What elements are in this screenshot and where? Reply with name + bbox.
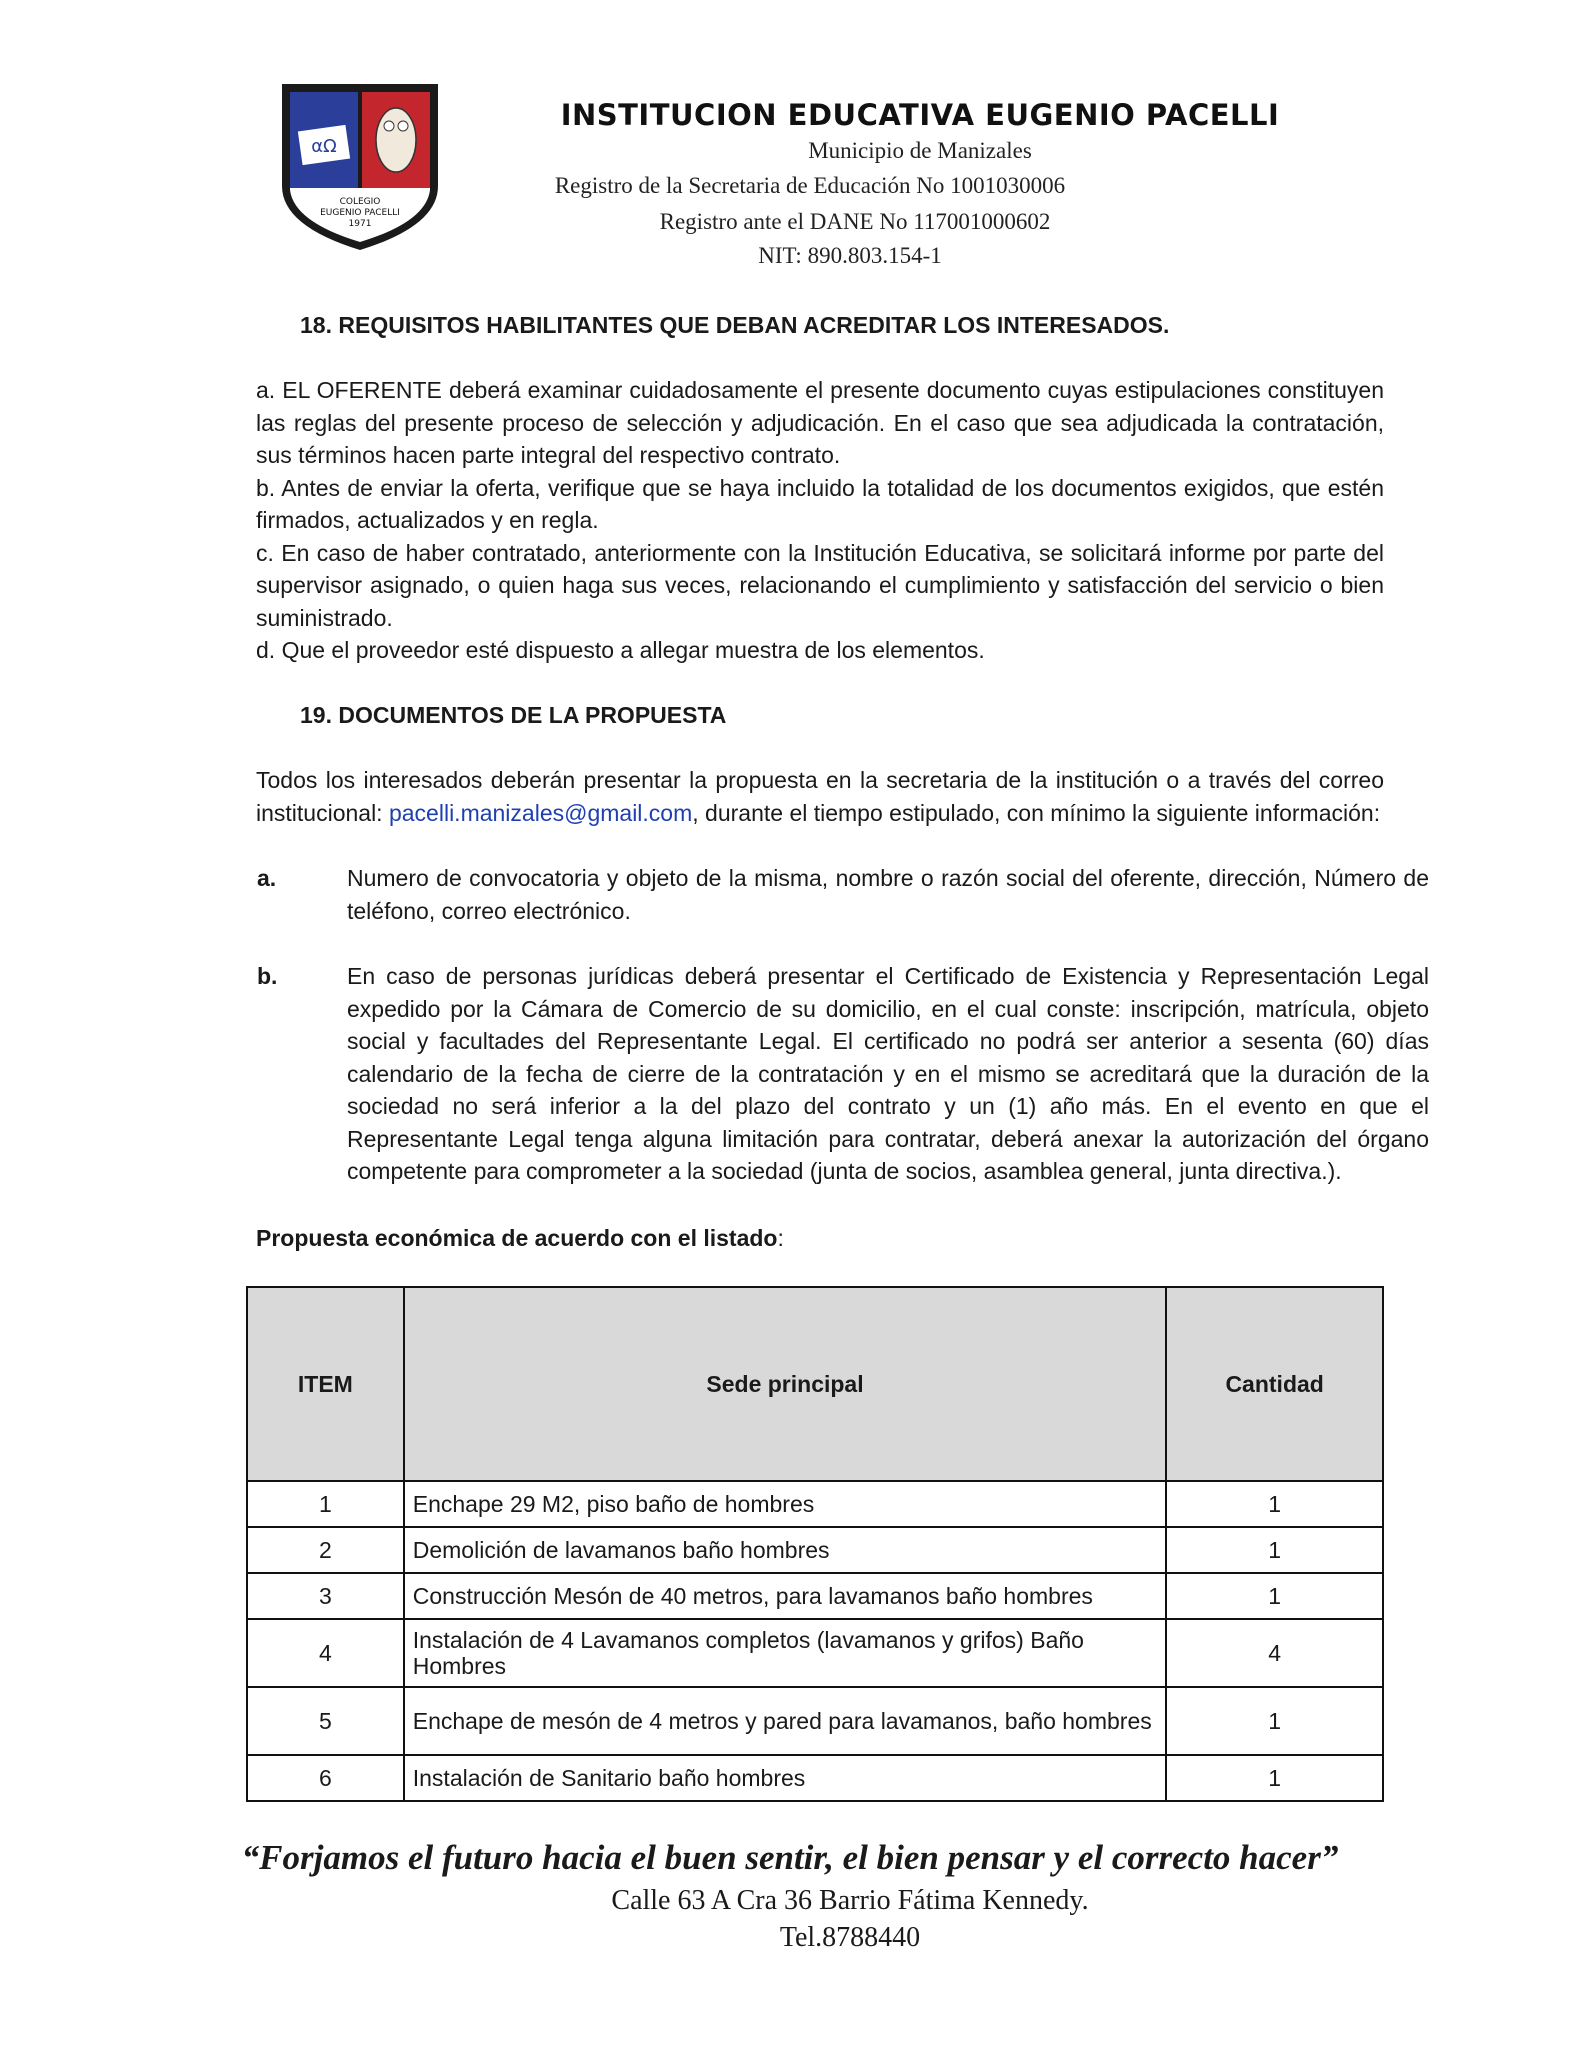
intro-text-before: Todos los interesados deberán presentar la propuesta en la secretaria de la institución o a través del correo institucional:: [256, 767, 1384, 826]
cell-qty: 1: [1166, 1755, 1383, 1801]
cell-desc: Instalación de 4 Lavamanos completos (lavamanos y grifos) Baño Hombres: [404, 1619, 1167, 1687]
header-cantidad: Cantidad: [1166, 1287, 1383, 1481]
cell-desc: Instalación de Sanitario baño hombres: [404, 1755, 1167, 1801]
cell-qty: 1: [1166, 1687, 1383, 1755]
svg-text:EUGENIO PACELLI: EUGENIO PACELLI: [320, 208, 400, 218]
cell-qty: 4: [1166, 1619, 1383, 1687]
section-18-paragraph-b: b. Antes de enviar la oferta, verifique que se haya incluido la totalidad de los documentos exigidos, que estén firmados, actualizados y en regla.: [256, 474, 1384, 533]
cell-desc: Construcción Mesón de 40 metros, para lavamanos baño hombres: [404, 1573, 1167, 1619]
list-item-a-text: Numero de convocatoria y objeto de la misma, nombre o razón social del oferente, dirección, Número de teléfono, correo electrónico.: [347, 865, 1429, 924]
institution-title: INSTITUCION EDUCATIVA EUGENIO PACELLI: [560, 98, 1280, 132]
propuesta-colon: :: [777, 1225, 784, 1251]
header-item: ITEM: [247, 1287, 404, 1481]
cell-item: 4: [247, 1619, 404, 1687]
cell-item: 2: [247, 1527, 404, 1573]
cell-desc: Demolición de lavamanos baño hombres: [404, 1527, 1167, 1573]
table-row: [247, 1687, 1383, 1755]
svg-text:1971: 1971: [348, 219, 372, 229]
list-item-a: [257, 862, 1429, 927]
list-item-b: [257, 960, 1429, 1188]
section-18-paragraph-a: a. EL OFERENTE deberá examinar cuidadosamente el presente documento cuyas estipulaciones constituyen las reglas del presente proceso de selección y adjudicación. En el caso que sea adjudicada la contratación, sus términos hacen parte integral del respectivo contrato.: [256, 377, 1384, 468]
list-item-b-label: b.: [257, 963, 278, 989]
intro-text-after: , durante el tiempo estipulado, con mínimo la siguiente información:: [692, 799, 1381, 826]
table-header-row: [247, 1287, 1383, 1481]
cell-qty: 1: [1166, 1527, 1383, 1573]
table-row: [247, 1573, 1383, 1619]
nit-line: NIT: 890.803.154-1: [758, 243, 942, 268]
section-19-heading: 19. DOCUMENTOS DE LA PROPUESTA: [300, 702, 727, 728]
table-row: [247, 1527, 1383, 1573]
header-sede-principal: Sede principal: [404, 1287, 1167, 1481]
cell-qty: 1: [1166, 1573, 1383, 1619]
cell-item: 3: [247, 1573, 404, 1619]
cell-qty: 1: [1166, 1481, 1383, 1527]
cell-desc: Enchape 29 M2, piso baño de hombres: [404, 1481, 1167, 1527]
section-18-heading: 18. REQUISITOS HABILITANTES QUE DEBAN ACREDITAR LOS INTERESADOS.: [300, 312, 1170, 338]
registry-dane-line: Registro ante el DANE No 117001000602: [659, 209, 1051, 234]
table-row: [247, 1755, 1383, 1801]
cell-item: 6: [247, 1755, 404, 1801]
items-table: [246, 1286, 1384, 1802]
school-crest-logo: [276, 76, 444, 256]
alpha-omega-icon: αΩ: [311, 136, 337, 157]
table-row: [247, 1481, 1383, 1527]
section-18-paragraph-c: c. En caso de haber contratado, anteriormente con la Institución Educativa, se solicitará informe por parte del supervisor asignado, o quien haga sus veces, relacionando el cumplimiento y satisfacción del servicio o bien suministrado.: [256, 539, 1384, 631]
section-18-body: [256, 374, 1384, 667]
footer-motto: “Forjamos el futuro hacia el buen sentir, el bien pensar y el correcto hacer”: [241, 1838, 1339, 1877]
propuesta-label-line: [256, 1222, 1384, 1255]
section-19-intro: [256, 764, 1384, 829]
registry-secretaria-line: Registro de la Secretaria de Educación No 1001030006: [554, 173, 1066, 198]
section-18-paragraph-d: d. Que el proveedor esté dispuesto a allegar muestra de los elementos.: [256, 637, 985, 663]
cell-item: 1: [247, 1481, 404, 1527]
cell-desc: Enchape de mesón de 4 metros y pared para lavamanos, baño hombres: [404, 1687, 1167, 1755]
table-row: [247, 1619, 1383, 1687]
svg-text:COLEGIO: COLEGIO: [339, 197, 381, 207]
cell-item: 5: [247, 1687, 404, 1755]
footer-phone: Tel.8788440: [779, 1922, 921, 1953]
institutional-email-link[interactable]: pacelli.manizales@gmail.com: [388, 799, 693, 826]
propuesta-label: Propuesta económica de acuerdo con el listado: [256, 1225, 778, 1251]
municipality-line: Municipio de Manizales: [808, 138, 1032, 163]
list-item-b-text: En caso de personas jurídicas deberá presentar el Certificado de Existencia y Representación Legal expedido por la Cámara de Comercio de su domicilio, en el cual conste: inscripción, matrícula, objeto social y facultades del Representante Legal. El certificado no podrá ser anterior a sesenta (60) días calendario de la fecha de cierre de la contratación y en el mismo se acreditará que la duración de la sociedad no será inferior a la del plazo del contrato y un (1) año más. En el evento en que el Representante Legal tenga alguna limitación para contratar, deberá anexar la autorización del órgano competente para comprometer a la sociedad (junta de socios, asamblea general, junta directiva.).: [347, 963, 1429, 1184]
footer-address: Calle 63 A Cra 36 Barrio Fátima Kennedy.: [611, 1885, 1089, 1916]
list-item-a-label: a.: [257, 865, 277, 891]
